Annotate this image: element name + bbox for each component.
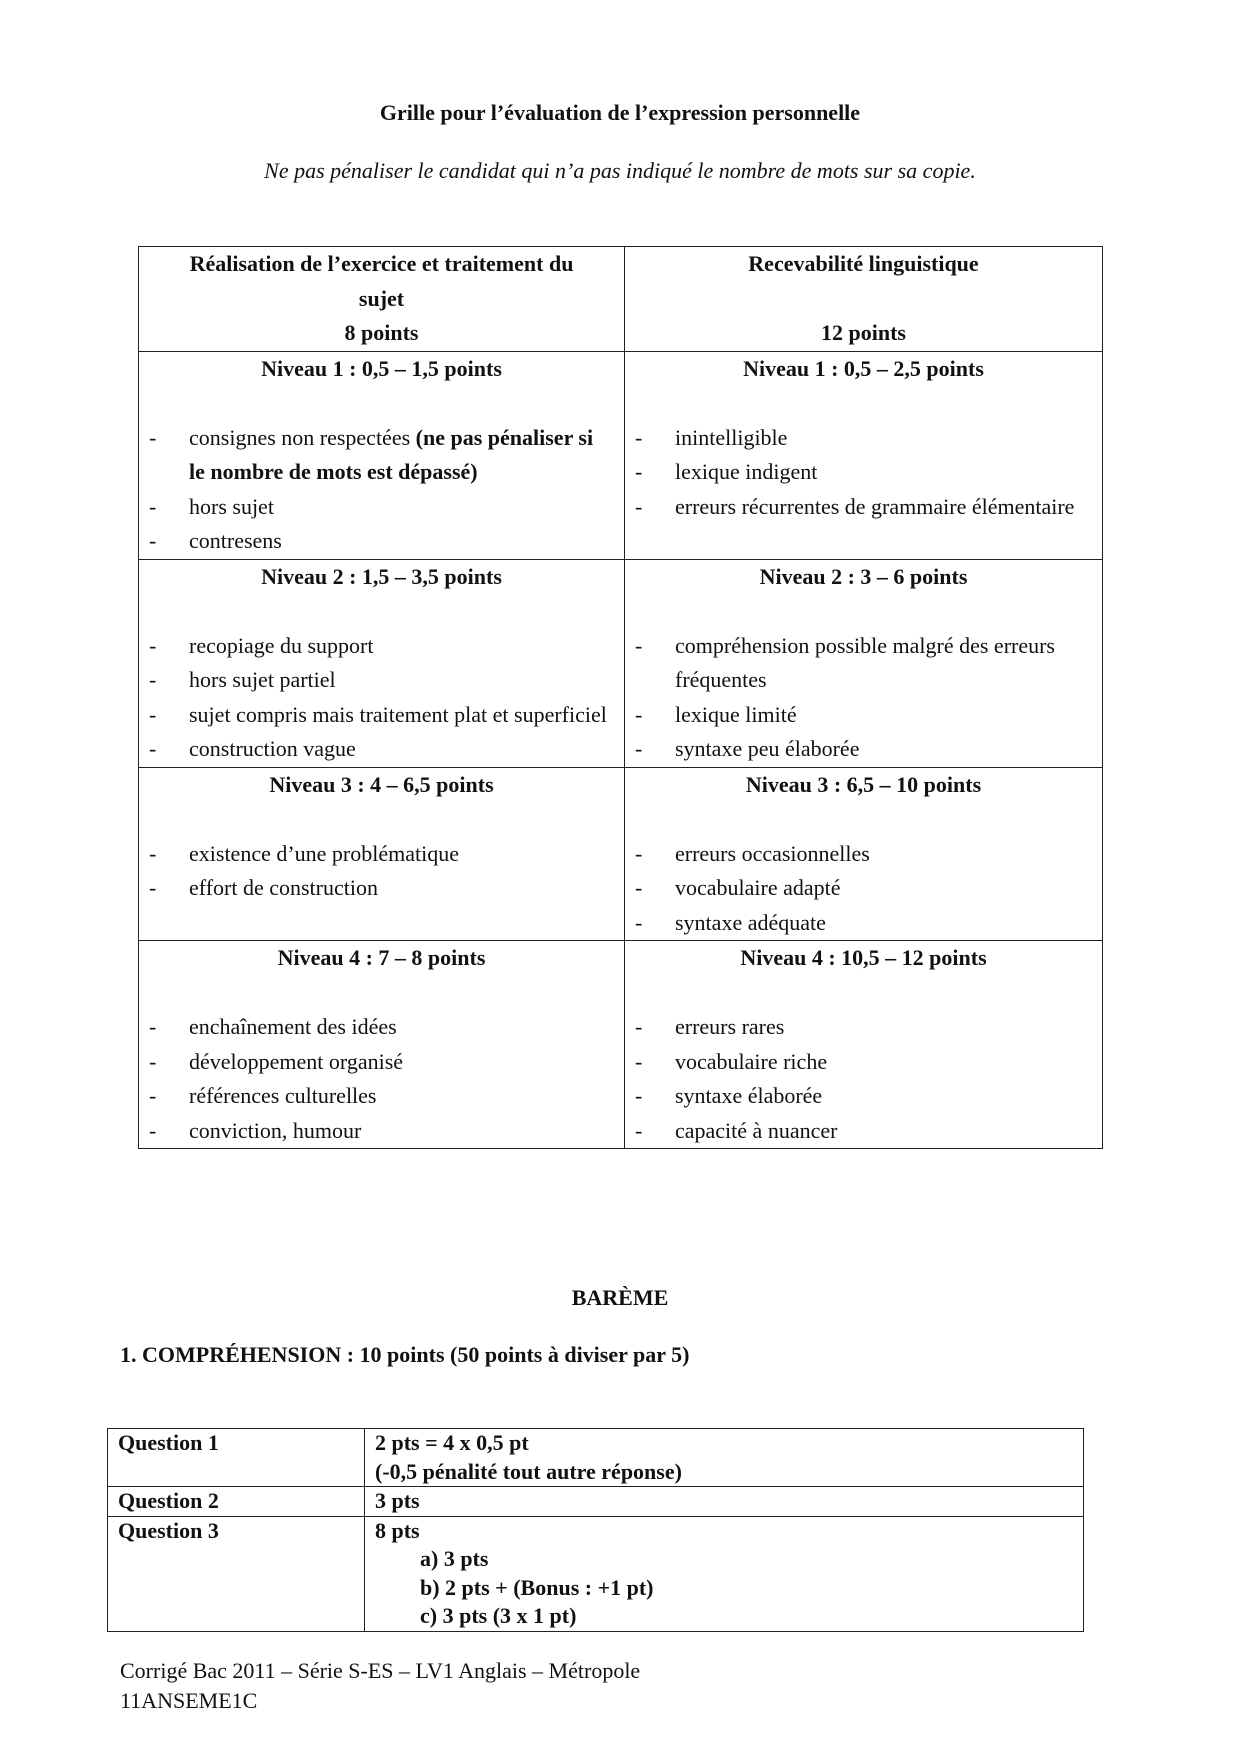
grid-level-right-cell [625,767,1103,941]
level-title: Niveau 1 : 0,5 – 1,5 points [261,355,502,381]
list-item: - références culturelles [149,1083,377,1108]
list-item: - hors sujet [149,493,274,519]
list-item: - erreurs récurrentes de grammaire élémentaire [635,493,1075,519]
score-table [107,1428,1084,1632]
table-row [108,1487,1084,1517]
grid-level-left-cell [139,941,625,1149]
grid-level-right-cell [625,941,1103,1149]
table-row [108,1429,1084,1487]
question-label: Question 2 [108,1487,365,1517]
grid-level-left-cell [139,559,625,767]
grid-header-right-line1: Recevabilité linguistique [748,251,979,276]
list-item: - hors sujet partiel [149,667,336,692]
grid-header-right [625,247,1103,352]
list-item: - lexique indigent [635,459,818,484]
list-item: - compréhension possible malgré des erreurs fréquentes [635,632,1055,692]
grid-level-right-cell [625,351,1103,559]
list-item: - recopiage du support [149,632,374,658]
grid-header-right-points: 12 points [821,320,906,345]
table-row [108,1516,1084,1631]
list-item: - sujet compris mais traitement plat et superficiel [149,701,607,727]
list-item: - consignes non respectées (ne pas pénaliser si le nombre de mots est dépassé) [149,424,594,484]
question-points: 8 pts a) 3 pts b) 2 pts + (Bonus : +1 pt) c) 3 pts (3 x 1 pt) [365,1516,1084,1631]
list-item: - construction vague [149,736,356,761]
grid-level-row [139,941,1103,1149]
grid-level-left-cell [139,351,625,559]
question-points: 2 pts = 4 x 0,5 pt (-0,5 pénalité tout autre réponse) [365,1429,1084,1487]
list-item: - vocabulaire adapté [635,875,841,900]
page-footer [120,1656,640,1716]
bareme-heading: BARÈME [571,1285,669,1310]
grid-level-row [139,559,1103,767]
level-title: Niveau 4 : 10,5 – 12 points [740,945,987,970]
list-item: - conviction, humour [149,1117,362,1143]
grid-level-left-cell [139,767,625,941]
question-label: Question 3 [108,1516,365,1631]
evaluation-grid [138,246,1103,1149]
grid-level-right-cell [625,559,1103,767]
list-item: - lexique limité [635,701,797,727]
grid-level-row [139,767,1103,941]
list-item: - contresens [149,528,282,553]
list-item: - syntaxe adéquate [635,909,826,935]
list-item: - capacité à nuancer [635,1117,838,1143]
list-item: - enchaînement des idées [149,1014,397,1039]
grid-header-left-points: 8 points [344,320,419,345]
question-label: Question 1 [108,1429,365,1487]
page-title: Grille pour l’évaluation de l’expression personnelle [379,100,861,125]
list-item: - syntaxe élaborée [635,1083,823,1108]
list-item: - vocabulaire riche [635,1048,828,1074]
list-item: - développement organisé [149,1048,404,1074]
level-title: Niveau 2 : 1,5 – 3,5 points [261,563,502,589]
level-title: Niveau 3 : 4 – 6,5 points [269,771,494,797]
list-item: - effort de construction [149,875,378,900]
level-title: Niveau 1 : 0,5 – 2,5 points [743,355,984,381]
grid-header-left-line2: sujet [358,285,405,311]
list-item: - existence d’une problématique [149,840,460,866]
grid-level-row [139,351,1103,559]
level-title: Niveau 3 : 6,5 – 10 points [745,771,982,797]
question-points: 3 pts [365,1487,1084,1517]
level-title: Niveau 4 : 7 – 8 points [277,945,486,970]
grid-header-left-line1: Réalisation de l’exercice et traitement du [189,251,574,276]
list-item: - syntaxe peu élaborée [635,736,860,761]
list-item: - inintelligible [635,424,788,450]
level-title: Niveau 2 : 3 – 6 points [759,563,968,589]
footer-line: Corrigé Bac 2011 – Série S-ES – LV1 Anglais – Métropole [120,1658,641,1683]
grid-header-row [139,247,1103,352]
list-item: - erreurs rares [635,1014,785,1039]
list-item: - erreurs occasionnelles [635,840,870,866]
grid-header-left [139,247,625,352]
footer-code: 11ANSEME1C [120,1688,258,1713]
page-subtitle: Ne pas pénaliser le candidat qui n’a pas indiqué le nombre de mots sur sa copie. [264,158,976,183]
comprehension-heading: 1. COMPRÉHENSION : 10 points (50 points à diviser par 5) [120,1342,690,1367]
